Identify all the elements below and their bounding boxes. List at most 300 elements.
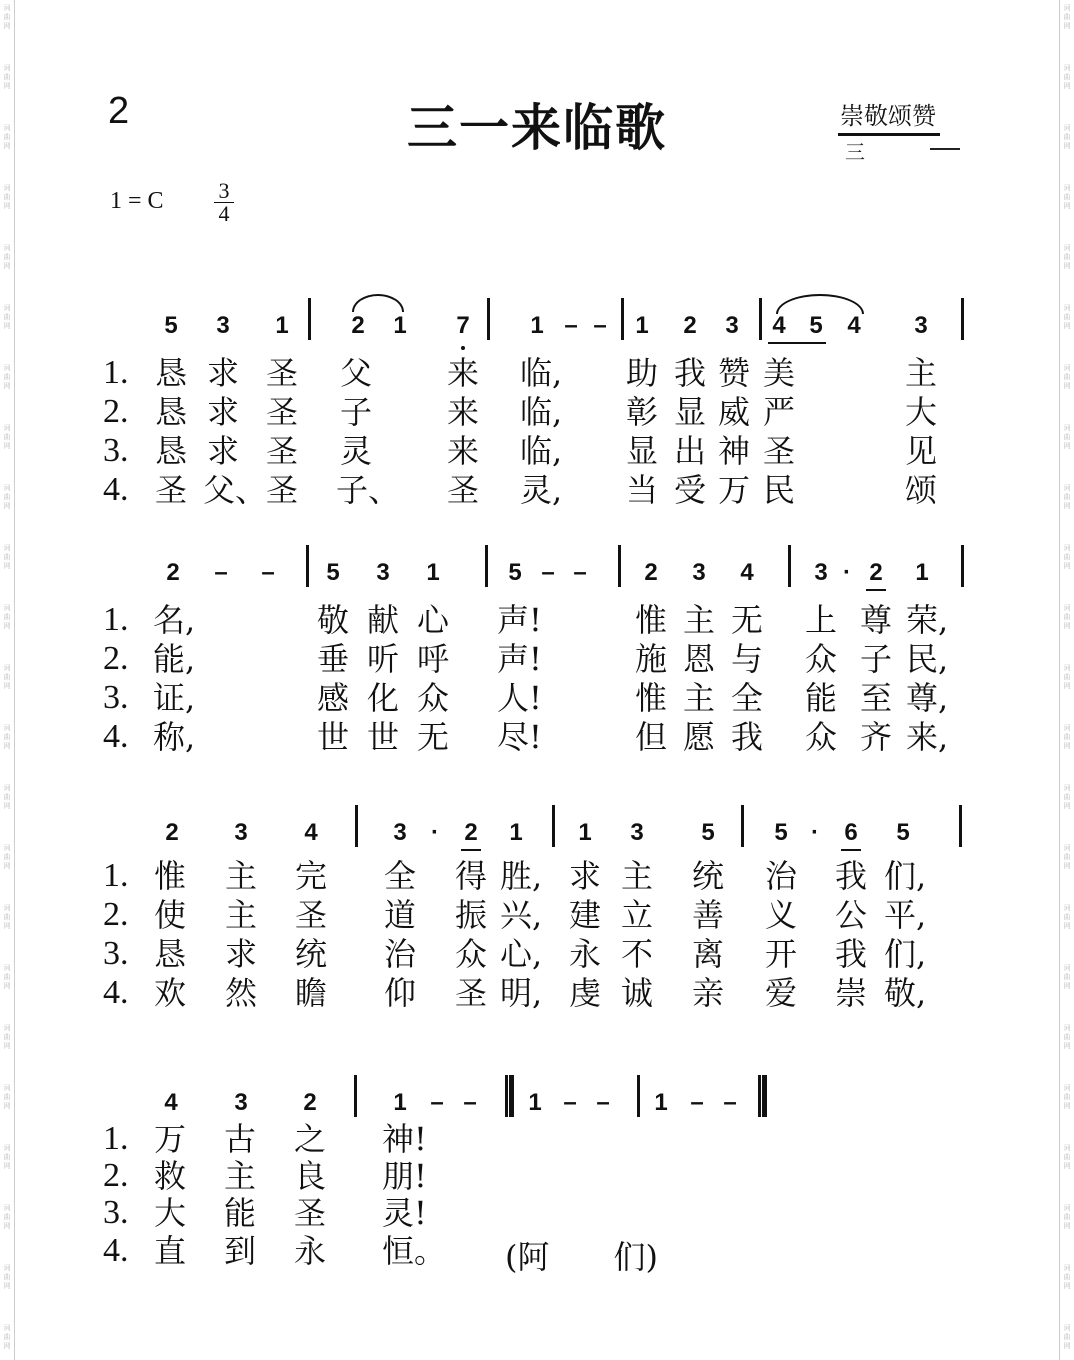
- watermark-glyphs: 词 曲 网: [1063, 604, 1071, 630]
- note-dash: –: [564, 312, 578, 339]
- barline: [759, 298, 762, 340]
- note: 5: [326, 559, 340, 586]
- lyric: 声!: [497, 640, 542, 678]
- lyric: 使: [153, 896, 186, 934]
- lyric: 圣: [265, 432, 298, 470]
- lyric: 完: [294, 857, 327, 895]
- lyric: 兴,: [500, 896, 543, 934]
- lyric: 虔: [568, 974, 601, 1012]
- lyric: 愿: [682, 718, 715, 756]
- lyric: 崇: [834, 974, 867, 1012]
- note: 5: [774, 819, 788, 846]
- note: 4: [164, 1089, 178, 1116]
- lyric: 献: [366, 601, 399, 639]
- lyric: 主: [223, 1157, 256, 1195]
- watermark-glyphs: 词 曲 网: [1063, 4, 1071, 30]
- slur: [776, 294, 864, 314]
- lyric: 来,: [906, 718, 949, 756]
- hymn-number: 2: [108, 90, 130, 132]
- lyric: 胜,: [500, 857, 543, 895]
- lyric: 至: [859, 679, 892, 717]
- verse-number: 3.: [103, 432, 129, 469]
- watermark-glyphs: 词 曲 网: [1063, 1204, 1071, 1230]
- watermark-glyphs: 词 曲 网: [3, 184, 11, 210]
- note: 5: [896, 819, 910, 846]
- lyric: 尽!: [497, 718, 542, 756]
- lyric: 灵: [339, 432, 372, 470]
- lyric: 万: [153, 1120, 186, 1158]
- note: 3: [914, 312, 928, 339]
- watermark-glyphs: 词 曲 网: [3, 364, 11, 390]
- category-rule: [930, 148, 960, 150]
- lyric: 主: [620, 857, 653, 895]
- lyric: 朋!: [382, 1157, 427, 1195]
- note: 5: [809, 312, 823, 339]
- watermark-glyphs: 词 曲 网: [3, 304, 11, 330]
- note-dash: –: [214, 559, 228, 586]
- lyric: 赞: [717, 354, 750, 392]
- lyric: 圣: [154, 471, 187, 509]
- lyric: 圣: [446, 471, 479, 509]
- lyric: 众: [454, 935, 487, 973]
- lyric: 子: [859, 640, 892, 678]
- note: 2: [303, 1089, 317, 1116]
- lyric: 永: [568, 935, 601, 973]
- lyric: 见: [904, 432, 937, 470]
- lyric: 受: [673, 471, 706, 509]
- lyric: 永: [293, 1232, 326, 1270]
- lyric: 治: [383, 935, 416, 973]
- lyric: 临,: [520, 432, 563, 470]
- lyric: 民: [762, 471, 795, 509]
- lyric: 求: [206, 432, 239, 470]
- barline: [741, 805, 744, 847]
- note: 2: [165, 819, 179, 846]
- verse-number: 3.: [103, 679, 129, 716]
- watermark-glyphs: 词 曲 网: [3, 904, 11, 930]
- lyric: 荣,: [906, 601, 949, 639]
- lyrics-1-verse-1: [0, 354, 1074, 392]
- verse-number: 3.: [103, 1194, 129, 1231]
- note: 7: [456, 312, 470, 339]
- lyric: 众: [416, 679, 449, 717]
- lyric: 声!: [497, 601, 542, 639]
- note: 4: [740, 559, 754, 586]
- note: 1: [393, 312, 407, 339]
- lyric: 恳: [154, 432, 187, 470]
- lyric: 圣: [265, 393, 298, 431]
- note-dash: –: [541, 559, 555, 586]
- lyric: 父、: [203, 471, 268, 509]
- lyric: 求: [224, 935, 257, 973]
- lyrics-3-verse-1: [0, 857, 1074, 895]
- lyric: 临,: [520, 354, 563, 392]
- lyric: 救: [153, 1157, 186, 1195]
- watermark-glyphs: 词 曲 网: [3, 604, 11, 630]
- slur: [352, 294, 404, 312]
- notation-row-3: [0, 805, 1074, 861]
- lyric: 主: [224, 896, 257, 934]
- barline: [961, 545, 964, 587]
- note-dash: –: [563, 1089, 577, 1116]
- lyric: 世: [366, 718, 399, 756]
- lyric: 众: [804, 718, 837, 756]
- note: 3: [376, 559, 390, 586]
- lyric: 严: [762, 393, 795, 431]
- watermark-glyphs: 词 曲 网: [1063, 1084, 1071, 1110]
- lyric: 义: [764, 896, 797, 934]
- lyric: 到: [223, 1232, 256, 1270]
- lyric: 我: [834, 857, 867, 895]
- lyric: 振: [454, 896, 487, 934]
- time-signature: [212, 180, 236, 225]
- lyric: 众: [804, 640, 837, 678]
- note: 3: [234, 819, 248, 846]
- lyric: 无: [730, 601, 763, 639]
- lyric: 民,: [906, 640, 949, 678]
- note-dash: –: [430, 1089, 444, 1116]
- lyric: 治: [764, 857, 797, 895]
- note: 5: [701, 819, 715, 846]
- note: 1: [635, 312, 649, 339]
- lyric: 称,: [153, 718, 196, 756]
- lyrics-2-verse-3: [0, 679, 1074, 717]
- verse-number: 4.: [103, 974, 129, 1011]
- lyrics-4-verse-1: [0, 1120, 1074, 1158]
- barline: [552, 805, 555, 847]
- watermark-glyphs: 词 曲 网: [3, 1144, 11, 1170]
- watermark-glyphs: 词 曲 网: [3, 1324, 11, 1350]
- note-dash: –: [690, 1089, 704, 1116]
- verse-number: 1.: [103, 354, 129, 391]
- note: 2: [644, 559, 658, 586]
- lower-octave-dot: [461, 346, 465, 350]
- note: 4: [772, 312, 786, 339]
- note: 1: [393, 1089, 407, 1116]
- lyric: 恳: [154, 393, 187, 431]
- lyric: 恳: [153, 935, 186, 973]
- barline: [354, 1075, 357, 1117]
- lyric: 主: [682, 601, 715, 639]
- lyric: 神!: [382, 1120, 427, 1158]
- lyric: 颂: [904, 471, 937, 509]
- watermark-glyphs: 词 曲 网: [1063, 124, 1071, 150]
- lyrics-1-verse-3: [0, 432, 1074, 470]
- barline: [618, 545, 621, 587]
- watermark-glyphs: 词 曲 网: [3, 724, 11, 750]
- lyric: 能: [223, 1194, 256, 1232]
- watermark-glyphs: 词 曲 网: [3, 1204, 11, 1230]
- lyric: 人!: [497, 679, 542, 717]
- watermark-glyphs: 词 曲 网: [1063, 904, 1071, 930]
- watermark-glyphs: 词 曲 网: [1063, 364, 1071, 390]
- lyric: 开: [764, 935, 797, 973]
- watermark-glyphs: 词 曲 网: [3, 544, 11, 570]
- lyric: 心: [416, 601, 449, 639]
- note: 3: [216, 312, 230, 339]
- lyric: 能,: [153, 640, 196, 678]
- lyrics-3-verse-2: [0, 896, 1074, 934]
- verse-number: 1.: [103, 857, 129, 894]
- watermark-glyphs: 词 曲 网: [1063, 1024, 1071, 1050]
- lyric: 欢: [153, 974, 186, 1012]
- watermark-glyphs: 词 曲 网: [1063, 544, 1071, 570]
- lyric: 显: [625, 432, 658, 470]
- watermark-glyphs: 词 曲 网: [1063, 1324, 1071, 1350]
- lyric: 良: [293, 1157, 326, 1195]
- note-dash: –: [593, 312, 607, 339]
- lyric: 圣: [762, 432, 795, 470]
- lyric: 当: [625, 471, 658, 509]
- lyric: 离: [691, 935, 724, 973]
- lyric: 亲: [691, 974, 724, 1012]
- lyric: 我: [673, 354, 706, 392]
- lyric: 爱: [764, 974, 797, 1012]
- watermark-glyphs: 词 曲 网: [3, 244, 11, 270]
- watermark-glyphs: 词 曲 网: [1063, 1144, 1071, 1170]
- watermark-glyphs: 词 曲 网: [1063, 244, 1071, 270]
- note: 2: [683, 312, 697, 339]
- lyric: 垂: [316, 640, 349, 678]
- lyric: 与: [730, 640, 763, 678]
- barline: [308, 298, 311, 340]
- watermark-glyphs: 词 曲 网: [1063, 424, 1071, 450]
- lyric: 得: [454, 857, 487, 895]
- lyric: 圣: [293, 1194, 326, 1232]
- lyric: 助: [625, 354, 658, 392]
- barline: [485, 545, 488, 587]
- lyric: 出: [673, 432, 706, 470]
- lyrics-4-verse-3: [0, 1194, 1074, 1232]
- lyric: 父: [339, 354, 372, 392]
- lyric: 惟: [634, 679, 667, 717]
- barline: [788, 545, 791, 587]
- lyric: 之: [293, 1120, 326, 1158]
- note: 4: [847, 312, 861, 339]
- lyric: 化: [366, 679, 399, 717]
- lyric: 瞻: [294, 974, 327, 1012]
- watermark-glyphs: 词 曲 网: [3, 64, 11, 90]
- lyric: 感: [316, 679, 349, 717]
- lyric: 能: [804, 679, 837, 717]
- lyric: 诚: [620, 974, 653, 1012]
- watermark-glyphs: 词 曲 网: [1063, 784, 1071, 810]
- verse-number: 2.: [103, 393, 129, 430]
- lyric: 我: [730, 718, 763, 756]
- lyric: 道: [383, 896, 416, 934]
- hymn-title: 三一来临歌: [407, 99, 667, 157]
- note-dash: –: [596, 1089, 610, 1116]
- note: 3: [234, 1089, 248, 1116]
- lyric: 临,: [520, 393, 563, 431]
- lyric: 们,: [884, 857, 927, 895]
- note: 1: [915, 559, 929, 586]
- watermark-glyphs: 词 曲 网: [3, 964, 11, 990]
- verse-number: 1.: [103, 1120, 129, 1157]
- lyric: 明,: [500, 974, 543, 1012]
- amen-text: (阿 们): [505, 1238, 658, 1276]
- verse-number: 2.: [103, 1157, 129, 1194]
- lyric: 直: [153, 1232, 186, 1270]
- lyric: 平,: [884, 896, 927, 934]
- watermark-glyphs: 词 曲 网: [1063, 664, 1071, 690]
- lyric: 仰: [383, 974, 416, 1012]
- watermark-glyphs: 词 曲 网: [1063, 724, 1071, 750]
- lyric: 来: [446, 432, 479, 470]
- lyrics-4-verse-2: [0, 1157, 1074, 1195]
- note-dash: –: [723, 1089, 737, 1116]
- note: 1: [509, 819, 523, 846]
- lyrics-2-verse-1: [0, 601, 1074, 639]
- note: 1: [275, 312, 289, 339]
- note: 2: [351, 312, 365, 339]
- eighth-underline: [866, 589, 886, 591]
- key-signature: 1 = C: [110, 188, 164, 214]
- lyric: 恳: [154, 354, 187, 392]
- lyric: 主: [904, 354, 937, 392]
- lyric: 惟: [153, 857, 186, 895]
- note: 1: [578, 819, 592, 846]
- verse-number: 1.: [103, 601, 129, 638]
- lyric: 主: [224, 857, 257, 895]
- lyric: 统: [691, 857, 724, 895]
- watermark-glyphs: 词 曲 网: [3, 484, 11, 510]
- lyric: 敬,: [884, 974, 927, 1012]
- note: 2: [166, 559, 180, 586]
- note: 3: [393, 819, 407, 846]
- note: 5: [164, 312, 178, 339]
- verse-number: 2.: [103, 896, 129, 933]
- note: 4: [304, 819, 318, 846]
- watermark-glyphs: 词 曲 网: [3, 1264, 11, 1290]
- lyric: 求: [206, 354, 239, 392]
- lyric: 齐: [859, 718, 892, 756]
- note: 1: [426, 559, 440, 586]
- note: 1: [530, 312, 544, 339]
- augmentation-dot: ·: [811, 819, 819, 846]
- augmentation-dot: ·: [431, 819, 439, 846]
- lyric: 彰: [625, 393, 658, 431]
- eighth-underline: [768, 342, 826, 344]
- lyric: 统: [294, 935, 327, 973]
- barline: [355, 805, 358, 847]
- lyric: 听: [366, 640, 399, 678]
- lyric: 世: [316, 718, 349, 756]
- eighth-underline: [461, 849, 481, 851]
- watermark-glyphs: 词 曲 网: [1063, 484, 1071, 510]
- note: 3: [725, 312, 739, 339]
- lyric: 全: [383, 857, 416, 895]
- watermark-glyphs: 词 曲 网: [3, 1024, 11, 1050]
- notation-row-2: [0, 545, 1074, 601]
- category-sublabel: 三: [845, 140, 865, 164]
- final-double-barline: [758, 1075, 767, 1117]
- note: 1: [654, 1089, 668, 1116]
- verse-number: 4.: [103, 1232, 129, 1269]
- lyric: 心,: [500, 935, 543, 973]
- note: 2: [869, 559, 883, 586]
- note-dash: –: [261, 559, 275, 586]
- lyric: 呼: [416, 640, 449, 678]
- lyric: 古: [223, 1120, 256, 1158]
- lyric: 神: [717, 432, 750, 470]
- lyric: 施: [634, 640, 667, 678]
- barline: [961, 298, 964, 340]
- lyric: 敬: [316, 601, 349, 639]
- note-dash: –: [573, 559, 587, 586]
- watermark-glyphs: 词 曲 网: [3, 1084, 11, 1110]
- note: 3: [692, 559, 706, 586]
- lyrics-3-verse-4: [0, 974, 1074, 1012]
- lyric: 圣: [454, 974, 487, 1012]
- lyrics-1-verse-4: [0, 471, 1074, 509]
- lyric: 求: [206, 393, 239, 431]
- lyric: 大: [153, 1194, 186, 1232]
- lyric: 来: [446, 393, 479, 431]
- category-label: 崇敬颂赞: [838, 96, 940, 136]
- watermark-glyphs: 词 曲 网: [3, 4, 11, 30]
- lyric: 上: [804, 601, 837, 639]
- time-signature-bottom: 4: [218, 201, 230, 226]
- note: 3: [630, 819, 644, 846]
- barline: [637, 1075, 640, 1117]
- watermark-glyphs: 词 曲 网: [1063, 184, 1071, 210]
- lyric: 大: [904, 393, 937, 431]
- barline: [306, 545, 309, 587]
- verse-number: 3.: [103, 935, 129, 972]
- augmentation-dot: ·: [843, 559, 851, 586]
- lyric: 圣: [265, 354, 298, 392]
- watermark-glyphs: 词 曲 网: [3, 124, 11, 150]
- lyric: 名,: [153, 601, 196, 639]
- lyric: 圣: [265, 471, 298, 509]
- barline: [621, 298, 624, 340]
- lyric: 不: [620, 935, 653, 973]
- lyric: 求: [568, 857, 601, 895]
- lyric: 公: [834, 896, 867, 934]
- lyric: 然: [224, 974, 257, 1012]
- watermark-glyphs: 词 曲 网: [1063, 64, 1071, 90]
- watermark-glyphs: 词 曲 网: [1063, 1264, 1071, 1290]
- lyrics-1-verse-2: [0, 393, 1074, 431]
- note: 3: [814, 559, 828, 586]
- lyric: 建: [568, 896, 601, 934]
- verse-number: 4.: [103, 718, 129, 755]
- lyric: 子: [339, 393, 372, 431]
- lyrics-2-verse-2: [0, 640, 1074, 678]
- lyric: 无: [416, 718, 449, 756]
- lyric: 灵,: [520, 471, 563, 509]
- lyric: 惟: [634, 601, 667, 639]
- watermark-glyphs: 词 曲 网: [3, 664, 11, 690]
- lyric: 美: [762, 354, 795, 392]
- lyric: 主: [682, 679, 715, 717]
- notation-row-1: [0, 298, 1074, 354]
- lyric: 证,: [153, 679, 196, 717]
- lyric: 我: [834, 935, 867, 973]
- note: 1: [528, 1089, 542, 1116]
- lyric: 但: [634, 718, 667, 756]
- lyric: 恒。: [382, 1232, 447, 1270]
- lyric: 子、: [336, 471, 401, 509]
- watermark-glyphs: 词 曲 网: [1063, 844, 1071, 870]
- lyric: 立: [620, 896, 653, 934]
- barline: [487, 298, 490, 340]
- lyric: 尊: [859, 601, 892, 639]
- barline: [959, 805, 962, 847]
- time-signature-top: 3: [218, 178, 230, 203]
- lyric: 万: [717, 471, 750, 509]
